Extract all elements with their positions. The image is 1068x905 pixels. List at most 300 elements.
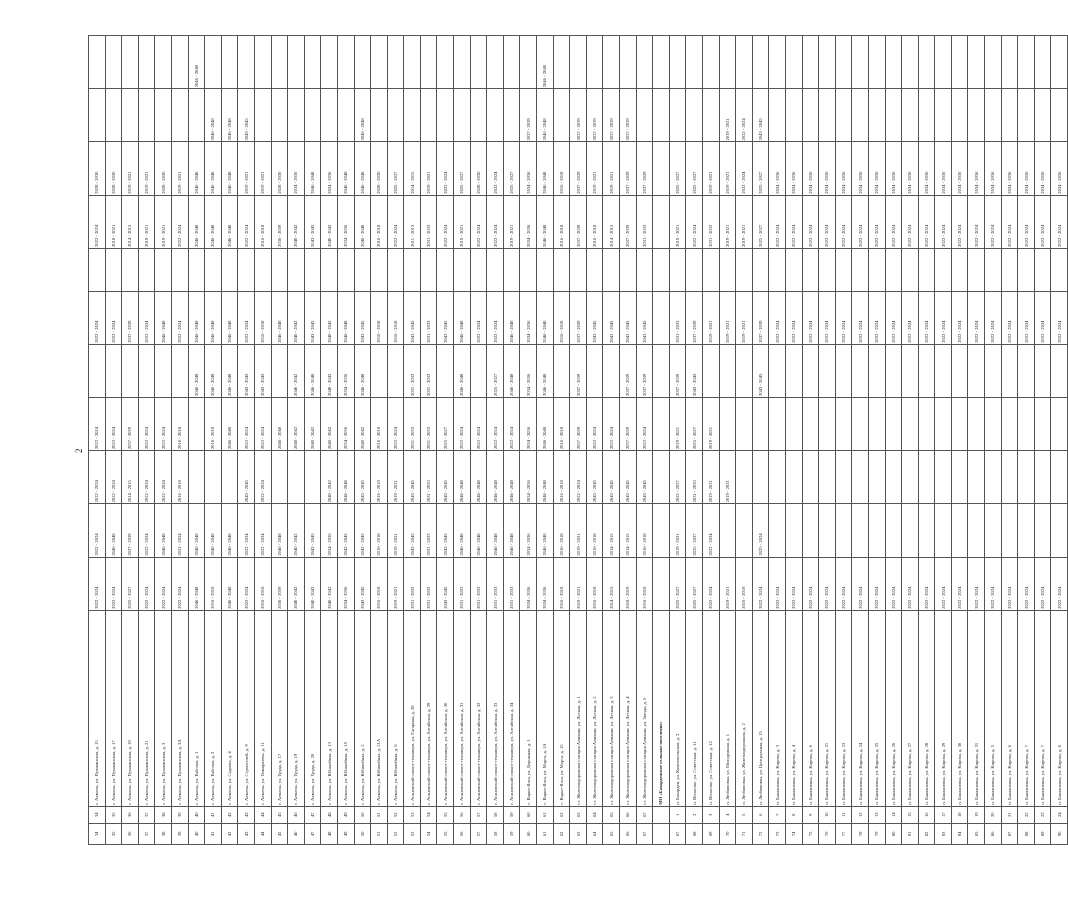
table-cell: 2019 - 2021 (702, 142, 719, 195)
table-cell: 35 (105, 806, 122, 823)
table-cell (636, 36, 653, 89)
table-cell: 6 (752, 806, 769, 823)
table-cell: п. Баклановка, ул. Кирова, д. 4 (785, 610, 802, 806)
table-cell: 2022 - 2024 (138, 504, 155, 557)
table-cell (371, 89, 388, 142)
table-cell (785, 89, 802, 142)
table-cell (736, 248, 753, 291)
table-cell: п. Любимовка, ул. Центральная, д. 15 (752, 610, 769, 806)
table-cell: 60 (520, 823, 537, 844)
table-cell (951, 344, 968, 397)
table-cell: 2043 - 2045 (354, 291, 371, 344)
table-cell (171, 344, 188, 397)
table-cell: 49 (337, 823, 354, 844)
table-row (420, 36, 437, 845)
table-cell: 63 (570, 806, 587, 823)
table-cell: 2046 - 2048 (354, 344, 371, 397)
table-cell: 2022 - 2024 (968, 557, 985, 610)
table-cell: 2022 - 2024 (935, 195, 952, 248)
table-cell: 22 (1018, 806, 1035, 823)
table-cell (752, 451, 769, 504)
table-cell (902, 504, 919, 557)
table-cell: п. Баклановка, ул. Кирова, д. 31 (968, 610, 985, 806)
table-cell: 2046 - 2048 (271, 397, 288, 450)
table-cell: 41 (205, 823, 222, 844)
table-cell (304, 248, 321, 291)
table-cell: 2025 - 2027 (686, 504, 703, 557)
table-cell: 2022 - 2024 (819, 195, 836, 248)
table-cell (503, 89, 520, 142)
table-cell (885, 36, 902, 89)
table-cell: 38 (155, 823, 172, 844)
table-cell: 2034 - 2036 (520, 344, 537, 397)
table-cell: 2043 - 2045 (404, 291, 421, 344)
table-cell: 68 (686, 823, 703, 844)
table-cell: 2022 - 2024 (89, 504, 106, 557)
table-cell (868, 451, 885, 504)
table-cell (868, 397, 885, 450)
table-cell: 2022 - 2024 (835, 557, 852, 610)
table-cell: 2019 - 2021 (719, 291, 736, 344)
table-cell: 2014 - 2015 (122, 451, 139, 504)
table-cell: 2034 - 2036 (337, 557, 354, 610)
table-cell: ст. Железнодорожная станция Алмаши, ул. Лесная, д. 3 (603, 610, 620, 806)
table-cell: 2019 - 2021 (586, 142, 603, 195)
table-row (437, 36, 454, 845)
table-cell (537, 248, 554, 291)
table-cell: г. Алматы, ул. Пушкинская, д. 3 (155, 610, 172, 806)
table-cell (653, 504, 670, 557)
table-cell: 62 (553, 823, 570, 844)
table-cell: ст. Железнодорожная станция Алмаши, ул. Лесная, д. 4 (620, 610, 637, 806)
table-cell: 2043 - 2045 (586, 451, 603, 504)
table-cell (669, 248, 686, 291)
table-cell: с. Варно-Ятка, ул. Дорожная, д. 1 (520, 610, 537, 806)
table-cell (951, 451, 968, 504)
table-cell: 2016 - 2018 (205, 397, 222, 450)
table-cell: г. Алматы, ул. Юбилейная, д. 15 (337, 610, 354, 806)
table-cell: 52 (387, 823, 404, 844)
table-cell (1001, 397, 1018, 450)
table-cell: г. Асановский совхоз-техникум, ул. Алтайская, д. 31 (454, 610, 471, 806)
table-cell: 2034 - 2036 (337, 195, 354, 248)
table-cell (819, 504, 836, 557)
table-cell (122, 248, 139, 291)
table-cell (553, 89, 570, 142)
table-cell: 2037 - 2039 (620, 344, 637, 397)
table-cell (1018, 397, 1035, 450)
table-cell: 2046 - 2048 (354, 142, 371, 195)
table-cell (653, 36, 670, 89)
table-cell: 2043 - 2045 (603, 291, 620, 344)
table-cell: 2034 - 2036 (852, 142, 869, 195)
table-cell: 2031 - 2033 (636, 195, 653, 248)
table-cell: 39 (171, 806, 188, 823)
table-cell (785, 248, 802, 291)
table-cell: п. Баклановка, ул. Кирова, д. 3 (769, 610, 786, 806)
table-cell: г. Алматы, ул. Юбилейная, д. 6 (387, 610, 404, 806)
table-cell (89, 248, 106, 291)
table-cell: 2022 - 2024 (819, 291, 836, 344)
table-cell (520, 36, 537, 89)
table-cell: 2037 - 2039 (570, 89, 587, 142)
table-cell (321, 248, 338, 291)
table-cell (785, 344, 802, 397)
table-cell (885, 89, 902, 142)
table-cell: 2034 - 2036 (785, 142, 802, 195)
table-cell: 2014 - 2015 (603, 195, 620, 248)
table-cell: 2019 - 2021 (238, 142, 255, 195)
table-cell (271, 248, 288, 291)
table-cell (288, 89, 305, 142)
table-cell: 2031 - 2033 (420, 291, 437, 344)
table-cell: 2016 - 2018 (371, 504, 388, 557)
table-cell (387, 344, 404, 397)
table-cell: 2028 - 2030 (470, 142, 487, 195)
table-cell: 2046 - 2048 (487, 504, 504, 557)
table-row (238, 36, 255, 845)
table-cell: 2040 - 2042 (321, 344, 338, 397)
table-cell: г. Алматы, ул. Рабочая, д. 1 (188, 610, 205, 806)
table-cell: 2043 - 2045 (752, 89, 769, 142)
table-cell: 2043 - 2045 (636, 451, 653, 504)
table-cell (835, 504, 852, 557)
table-cell: 2040 - 2042 (321, 451, 338, 504)
table-cell: 2043 - 2045 (304, 504, 321, 557)
table-cell: г. Асановский совхоз-техникум, ул. Алтайская, д. 33 (487, 610, 504, 806)
table-cell: 2037 - 2039 (122, 291, 139, 344)
table-cell: п. Баклановка, ул. Кирова, д. 29 (935, 610, 952, 806)
table-cell: 2011 - 2013 (404, 195, 421, 248)
table-cell: 45 (271, 806, 288, 823)
table-cell (686, 36, 703, 89)
table-cell (951, 397, 968, 450)
table-cell: 2022 - 2024 (819, 557, 836, 610)
table-cell (304, 89, 321, 142)
table-cell: 2043 - 2045 (404, 451, 421, 504)
table-cell: 2 (686, 806, 703, 823)
table-cell (968, 397, 985, 450)
table-cell: 2031 - 2033 (470, 557, 487, 610)
table-cell: 2037 - 2039 (686, 291, 703, 344)
table-cell: 2037 - 2039 (122, 397, 139, 450)
table-cell: 2019 - 2021 (736, 291, 753, 344)
table-cell: 2022 - 2024 (852, 557, 869, 610)
table-cell: 5 (736, 806, 753, 823)
table-cell: 2037 - 2039 (520, 89, 537, 142)
table-row (868, 36, 885, 845)
table-cell: п. Игнатово, ул. Советская, д. 11 (686, 610, 703, 806)
table-cell: 2028 - 2030 (105, 142, 122, 195)
table-cell: п. Баклановка, ул. Кирова, д. 25 (868, 610, 885, 806)
table-cell: 65 (603, 823, 620, 844)
table-cell: 2016 - 2018 (636, 557, 653, 610)
table-cell: 2022 - 2024 (835, 195, 852, 248)
table-cell (1001, 344, 1018, 397)
table-cell: 2016 - 2018 (171, 397, 188, 450)
table-cell (918, 248, 935, 291)
table-cell: г. Асановский совхоз-техникум, ул. Алтайская, д. 32 (470, 610, 487, 806)
table-cell (420, 89, 437, 142)
table-cell (819, 248, 836, 291)
table-cell: 72 (752, 823, 769, 844)
table-cell: г. Алматы, ул. Труда, д. 17 (271, 610, 288, 806)
table-cell (985, 397, 1002, 450)
table-cell: 2046 - 2048 (454, 344, 471, 397)
table-cell: 2046 - 2048 (470, 504, 487, 557)
table-cell (852, 504, 869, 557)
table-cell: 34 (89, 806, 106, 823)
table-cell: п. Баклановка, ул. Кирова, д. 23 (835, 610, 852, 806)
table-cell: 2034 - 2036 (1051, 142, 1068, 195)
table-cell: 69 (702, 823, 719, 844)
table-cell (736, 36, 753, 89)
table-cell (520, 248, 537, 291)
table-cell: п. Баклановка, ул. Кирова, д. 5 (985, 610, 1002, 806)
table-cell: 2019 - 2021 (669, 397, 686, 450)
table-cell: 2019 - 2021 (669, 504, 686, 557)
table-cell (968, 36, 985, 89)
table-cell: 2022 - 2024 (902, 557, 919, 610)
table-cell: 2043 - 2045 (586, 291, 603, 344)
table-cell (1051, 89, 1068, 142)
table-cell (902, 397, 919, 450)
table-row (819, 36, 836, 845)
table-cell (155, 344, 172, 397)
table-cell (819, 36, 836, 89)
table-cell: 10 (819, 806, 836, 823)
table-cell: с. Варно-Ятка, ул. Марта, д. 1А (537, 610, 554, 806)
table-cell (188, 89, 205, 142)
table-cell: 2034 - 2036 (321, 142, 338, 195)
table-cell: 2019 - 2021 (155, 195, 172, 248)
table-cell: 2043 - 2045 (636, 291, 653, 344)
table-cell: 2031 - 2033 (404, 344, 421, 397)
table-cell (769, 397, 786, 450)
table-cell (138, 344, 155, 397)
table-cell (1018, 344, 1035, 397)
table-row (470, 36, 487, 845)
table-cell: г. Асановский совхоз-техникум, ул. Гагарина, д. 28 (404, 610, 421, 806)
table-cell: 66 (620, 806, 637, 823)
table-cell (736, 344, 753, 397)
table-cell (835, 397, 852, 450)
table-cell: 36 (122, 806, 139, 823)
table-cell (785, 504, 802, 557)
table-cell: 51 (371, 806, 388, 823)
table-cell (769, 36, 786, 89)
table-cell: 2046 - 2048 (454, 504, 471, 557)
table-row (1034, 36, 1051, 845)
table-cell: 78 (852, 823, 869, 844)
table-cell: г. Асановский совхоз-техникум, ул. Алтайская, д. 30 (437, 610, 454, 806)
table-cell (454, 248, 471, 291)
table-cell: 17 (935, 806, 952, 823)
table-cell: 61 (537, 823, 554, 844)
table-cell: 2031 - 2033 (669, 291, 686, 344)
table-cell (138, 248, 155, 291)
table-cell: 2022 - 2024 (503, 397, 520, 450)
table-row (985, 36, 1002, 845)
table-cell: 2019 - 2021 (702, 291, 719, 344)
table-row (487, 36, 504, 845)
table-cell: 2046 - 2048 (537, 36, 554, 89)
table-cell: 2022 - 2024 (1034, 557, 1051, 610)
table-cell: 2022 - 2024 (1018, 557, 1035, 610)
table-cell: п. Бахарден, ул. Комсомольская, д. 2 (669, 610, 686, 806)
table-cell: 2025 - 2027 (437, 397, 454, 450)
table-cell: 2046 - 2048 (537, 89, 554, 142)
table-cell: 2031 - 2033 (503, 557, 520, 610)
table-cell (89, 36, 106, 89)
table-cell (1034, 344, 1051, 397)
table-cell (719, 344, 736, 397)
table-cell: 2022 - 2024 (769, 195, 786, 248)
table-cell: 2022 - 2024 (171, 291, 188, 344)
table-cell (271, 89, 288, 142)
table-cell: 59 (503, 806, 520, 823)
table-cell: 35 (105, 823, 122, 844)
table-cell (702, 248, 719, 291)
table-cell: 2046 - 2048 (304, 142, 321, 195)
table-cell (702, 89, 719, 142)
table-cell (852, 248, 869, 291)
table-cell (371, 248, 388, 291)
table-cell: 2037 - 2039 (669, 344, 686, 397)
table-cell: 2019 - 2021 (171, 142, 188, 195)
table-cell (885, 451, 902, 504)
table-row (89, 36, 106, 845)
table-cell (902, 344, 919, 397)
table-cell (985, 248, 1002, 291)
table-cell: МО «Бахарденское сельское поселение» (653, 610, 670, 806)
table-cell: 2022 - 2024 (951, 557, 968, 610)
table-cell (437, 36, 454, 89)
table-cell: 38 (155, 806, 172, 823)
table-cell: 2022 - 2024 (437, 142, 454, 195)
table-cell: 2022 - 2024 (1001, 195, 1018, 248)
table-cell: 2022 - 2024 (1034, 195, 1051, 248)
table-row (570, 36, 587, 845)
table-cell (89, 89, 106, 142)
table-cell: п. Баклановка, ул. Кирова, д. 27 (902, 610, 919, 806)
table-cell: 43 (238, 806, 255, 823)
table-cell (586, 36, 603, 89)
table-row (968, 36, 985, 845)
table-cell: г. Алматы, ул. Пушкинская, д. 3А (171, 610, 188, 806)
table-cell (802, 89, 819, 142)
table-cell: 2022 - 2024 (935, 557, 952, 610)
table-cell: 2037 - 2039 (636, 142, 653, 195)
table-cell: 2022 - 2024 (802, 291, 819, 344)
table-cell: 48 (321, 823, 338, 844)
table-cell: 2037 - 2039 (586, 89, 603, 142)
table-cell (769, 344, 786, 397)
table-cell (420, 248, 437, 291)
table-cell: 2019 - 2021 (603, 142, 620, 195)
table-cell (337, 89, 354, 142)
table-cell: 2022 - 2024 (387, 397, 404, 450)
table-cell (868, 504, 885, 557)
table-cell: 2014 - 2015 (122, 195, 139, 248)
table-cell: 57 (470, 823, 487, 844)
table-cell (304, 451, 321, 504)
table-cell: 2019 - 2021 (503, 195, 520, 248)
table-row (387, 36, 404, 845)
table-cell: 2014 - 2015 (620, 504, 637, 557)
table-cell (487, 89, 504, 142)
table-cell: 2022 - 2024 (89, 195, 106, 248)
table-cell: ст. Железнодорожная станция Алмаши, ул. Лесная, д. 1 (570, 610, 587, 806)
table-cell (918, 36, 935, 89)
table-cell (902, 451, 919, 504)
table-cell (802, 504, 819, 557)
table-cell (852, 344, 869, 397)
table-row (188, 36, 205, 845)
table-cell: 15 (902, 806, 919, 823)
table-cell: 55 (437, 823, 454, 844)
table-cell: 67 (669, 823, 686, 844)
table-cell (819, 451, 836, 504)
table-cell (1018, 36, 1035, 89)
table-cell (752, 36, 769, 89)
table-cell: 2022 - 2024 (89, 397, 106, 450)
table-cell (835, 89, 852, 142)
table-cell: 2022 - 2024 (1018, 291, 1035, 344)
table-cell: 2046 - 2048 (304, 344, 321, 397)
table-cell: 2025 - 2027 (686, 397, 703, 450)
table-cell (653, 397, 670, 450)
table-cell: 2016 - 2018 (254, 291, 271, 344)
table-cell: 2046 - 2048 (537, 195, 554, 248)
table-cell: 63 (570, 823, 587, 844)
table-cell: 2046 - 2048 (271, 504, 288, 557)
table-cell: 2036 - 2039 (271, 195, 288, 248)
table-cell: 2037 - 2039 (570, 397, 587, 450)
table-cell: 2037 - 2039 (636, 344, 653, 397)
table-cell: 42 (221, 823, 238, 844)
table-cell: 2043 - 2045 (752, 344, 769, 397)
table-row (951, 36, 968, 845)
table-cell: 2046 - 2048 (221, 504, 238, 557)
table-cell (935, 504, 952, 557)
table-cell: 2046 - 2048 (205, 504, 222, 557)
table-cell: 2019 - 2021 (138, 195, 155, 248)
table-cell (155, 89, 172, 142)
table-cell: 2025 - 2024 (752, 504, 769, 557)
table-cell: 2040 - 2042 (321, 397, 338, 450)
table-cell: 2022 - 2024 (785, 195, 802, 248)
table-cell (653, 557, 670, 610)
table-cell: 2034 - 2036 (885, 142, 902, 195)
table-cell (254, 248, 271, 291)
table-cell (288, 36, 305, 89)
table-cell: 2037 - 2039 (620, 89, 637, 142)
table-cell (470, 36, 487, 89)
table-cell: 42 (221, 806, 238, 823)
table-cell (835, 36, 852, 89)
table-cell (404, 248, 421, 291)
table-cell (288, 451, 305, 504)
table-row (902, 36, 919, 845)
table-cell: г. Алматы, ул. Строителей, д. 9 (238, 610, 255, 806)
table-cell (885, 397, 902, 450)
table-cell: 2022 - 2024 (238, 504, 255, 557)
table-cell (570, 36, 587, 89)
table-cell (719, 397, 736, 450)
table-cell: 2016 - 2018 (553, 504, 570, 557)
table-cell (719, 504, 736, 557)
